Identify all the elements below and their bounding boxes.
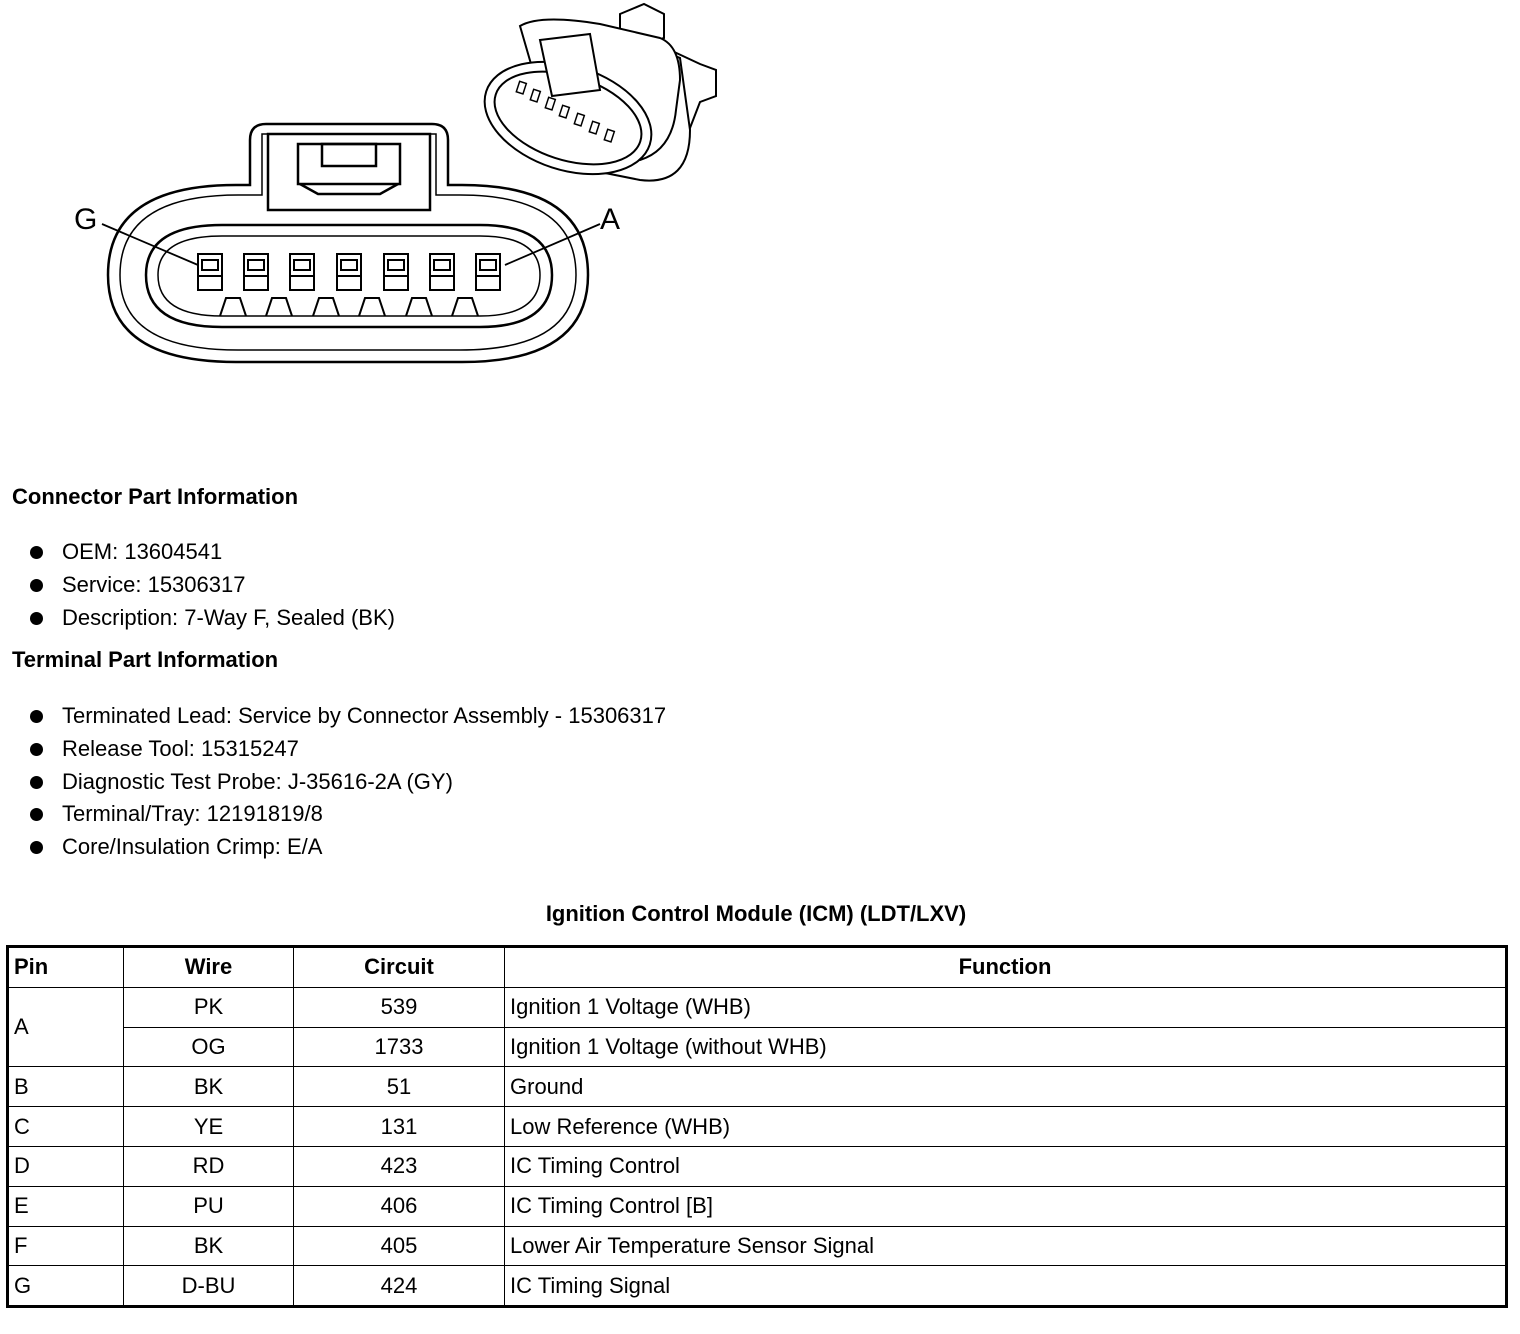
list-item <box>28 605 395 638</box>
cell-pin: C <box>8 1107 124 1147</box>
connector-part-info-list <box>28 539 395 637</box>
table-row <box>8 1266 1507 1307</box>
list-item-text: Terminated Lead: Service by Connector Assembly - 15306317 <box>62 703 667 728</box>
cell-wire: PK <box>124 987 294 1027</box>
connector-latch-tab <box>322 144 376 166</box>
bullet-icon <box>30 841 43 854</box>
list-item <box>28 769 666 802</box>
cell-circuit: 539 <box>294 987 505 1027</box>
bullet-icon <box>30 808 43 821</box>
terminal-pin-a <box>476 254 500 290</box>
list-item-text: Release Tool: 15315247 <box>62 735 299 761</box>
connector-latch-ramp <box>300 184 398 194</box>
bullet-icon <box>30 546 43 559</box>
cell-wire: OG <box>124 1027 294 1067</box>
pinout-table <box>6 945 1508 1308</box>
cell-function: Low Reference (WHB) <box>505 1107 1507 1147</box>
cell-function: Ignition 1 Voltage (WHB) <box>505 987 1507 1027</box>
table-row <box>8 1027 1507 1067</box>
terminal-pin-f <box>244 254 268 290</box>
cell-circuit: 131 <box>294 1107 505 1147</box>
header-wire: Wire <box>124 947 294 988</box>
connector-latch-slot <box>298 144 400 184</box>
bullet-icon <box>30 612 43 625</box>
table-row <box>8 1226 1507 1266</box>
cell-wire: D-BU <box>124 1266 294 1307</box>
cell-pin: G <box>8 1266 124 1307</box>
bullet-icon <box>30 579 43 592</box>
bullet-icon <box>30 776 43 789</box>
list-item-text: OEM: 13604541 <box>62 539 223 564</box>
cell-function: IC Timing Control <box>505 1146 1507 1186</box>
cell-circuit: 424 <box>294 1266 505 1307</box>
cell-function: IC Timing Signal <box>505 1266 1507 1307</box>
terminal-part-info-list <box>28 703 666 867</box>
cell-function: Ignition 1 Voltage (without WHB) <box>505 1027 1507 1067</box>
table-header-row <box>8 947 1507 988</box>
list-item <box>28 736 666 769</box>
pin-label-a: A <box>600 203 621 236</box>
terminal-pin-e <box>290 254 314 290</box>
header-circuit: Circuit <box>294 947 505 988</box>
terminal-part-info-heading: Terminal Part Information <box>12 647 279 672</box>
cell-function: IC Timing Control [B] <box>505 1186 1507 1226</box>
cell-pin: A <box>8 987 124 1067</box>
connector-diagram <box>0 0 760 400</box>
cell-circuit: 51 <box>294 1067 505 1107</box>
table-row <box>8 1186 1507 1226</box>
cell-circuit: 406 <box>294 1186 505 1226</box>
cell-wire: BK <box>124 1067 294 1107</box>
terminal-pin-d <box>337 254 361 290</box>
terminal-pin-g <box>198 254 222 290</box>
table-title: Ignition Control Module (ICM) (LDT/LXV) <box>545 901 967 926</box>
bullet-icon <box>30 710 43 723</box>
list-item <box>28 801 666 834</box>
list-item <box>28 539 395 572</box>
table-row <box>8 987 1507 1027</box>
list-item <box>28 703 666 736</box>
connector-latch <box>268 134 430 210</box>
header-pin: Pin <box>8 947 124 988</box>
cell-wire: YE <box>124 1107 294 1147</box>
list-item-text: Diagnostic Test Probe: J-35616-2A (GY) <box>62 768 453 794</box>
cell-wire: RD <box>124 1146 294 1186</box>
table-row <box>8 1107 1507 1147</box>
pin-label-g: G <box>74 203 98 236</box>
list-item-text: Service: 15306317 <box>62 571 246 597</box>
cell-circuit: 423 <box>294 1146 505 1186</box>
connector-part-info-heading: Connector Part Information <box>12 484 299 509</box>
cell-circuit: 1733 <box>294 1027 505 1067</box>
cell-function: Lower Air Temperature Sensor Signal <box>505 1226 1507 1266</box>
cell-pin: E <box>8 1186 124 1226</box>
terminal-pin-b <box>430 254 454 290</box>
list-item-text: Terminal/Tray: 12191819/8 <box>62 801 323 827</box>
cell-wire: BK <box>124 1226 294 1266</box>
list-item-text: Core/Insulation Crimp: E/A <box>62 834 323 860</box>
connector-isometric-view <box>470 4 716 194</box>
keying-bumps <box>220 298 478 316</box>
cell-function: Ground <box>505 1067 1507 1107</box>
cell-circuit: 405 <box>294 1226 505 1266</box>
header-function: Function <box>505 947 1507 988</box>
cell-wire: PU <box>124 1186 294 1226</box>
table-row <box>8 1146 1507 1186</box>
list-item <box>28 834 666 867</box>
list-item-text: Description: 7-Way F, Sealed (BK) <box>62 604 395 630</box>
cell-pin: F <box>8 1226 124 1266</box>
table-row <box>8 1067 1507 1107</box>
list-item <box>28 572 395 605</box>
terminal-pin-c <box>384 254 408 290</box>
cell-pin: D <box>8 1146 124 1186</box>
bullet-icon <box>30 743 43 756</box>
cell-pin: B <box>8 1067 124 1107</box>
